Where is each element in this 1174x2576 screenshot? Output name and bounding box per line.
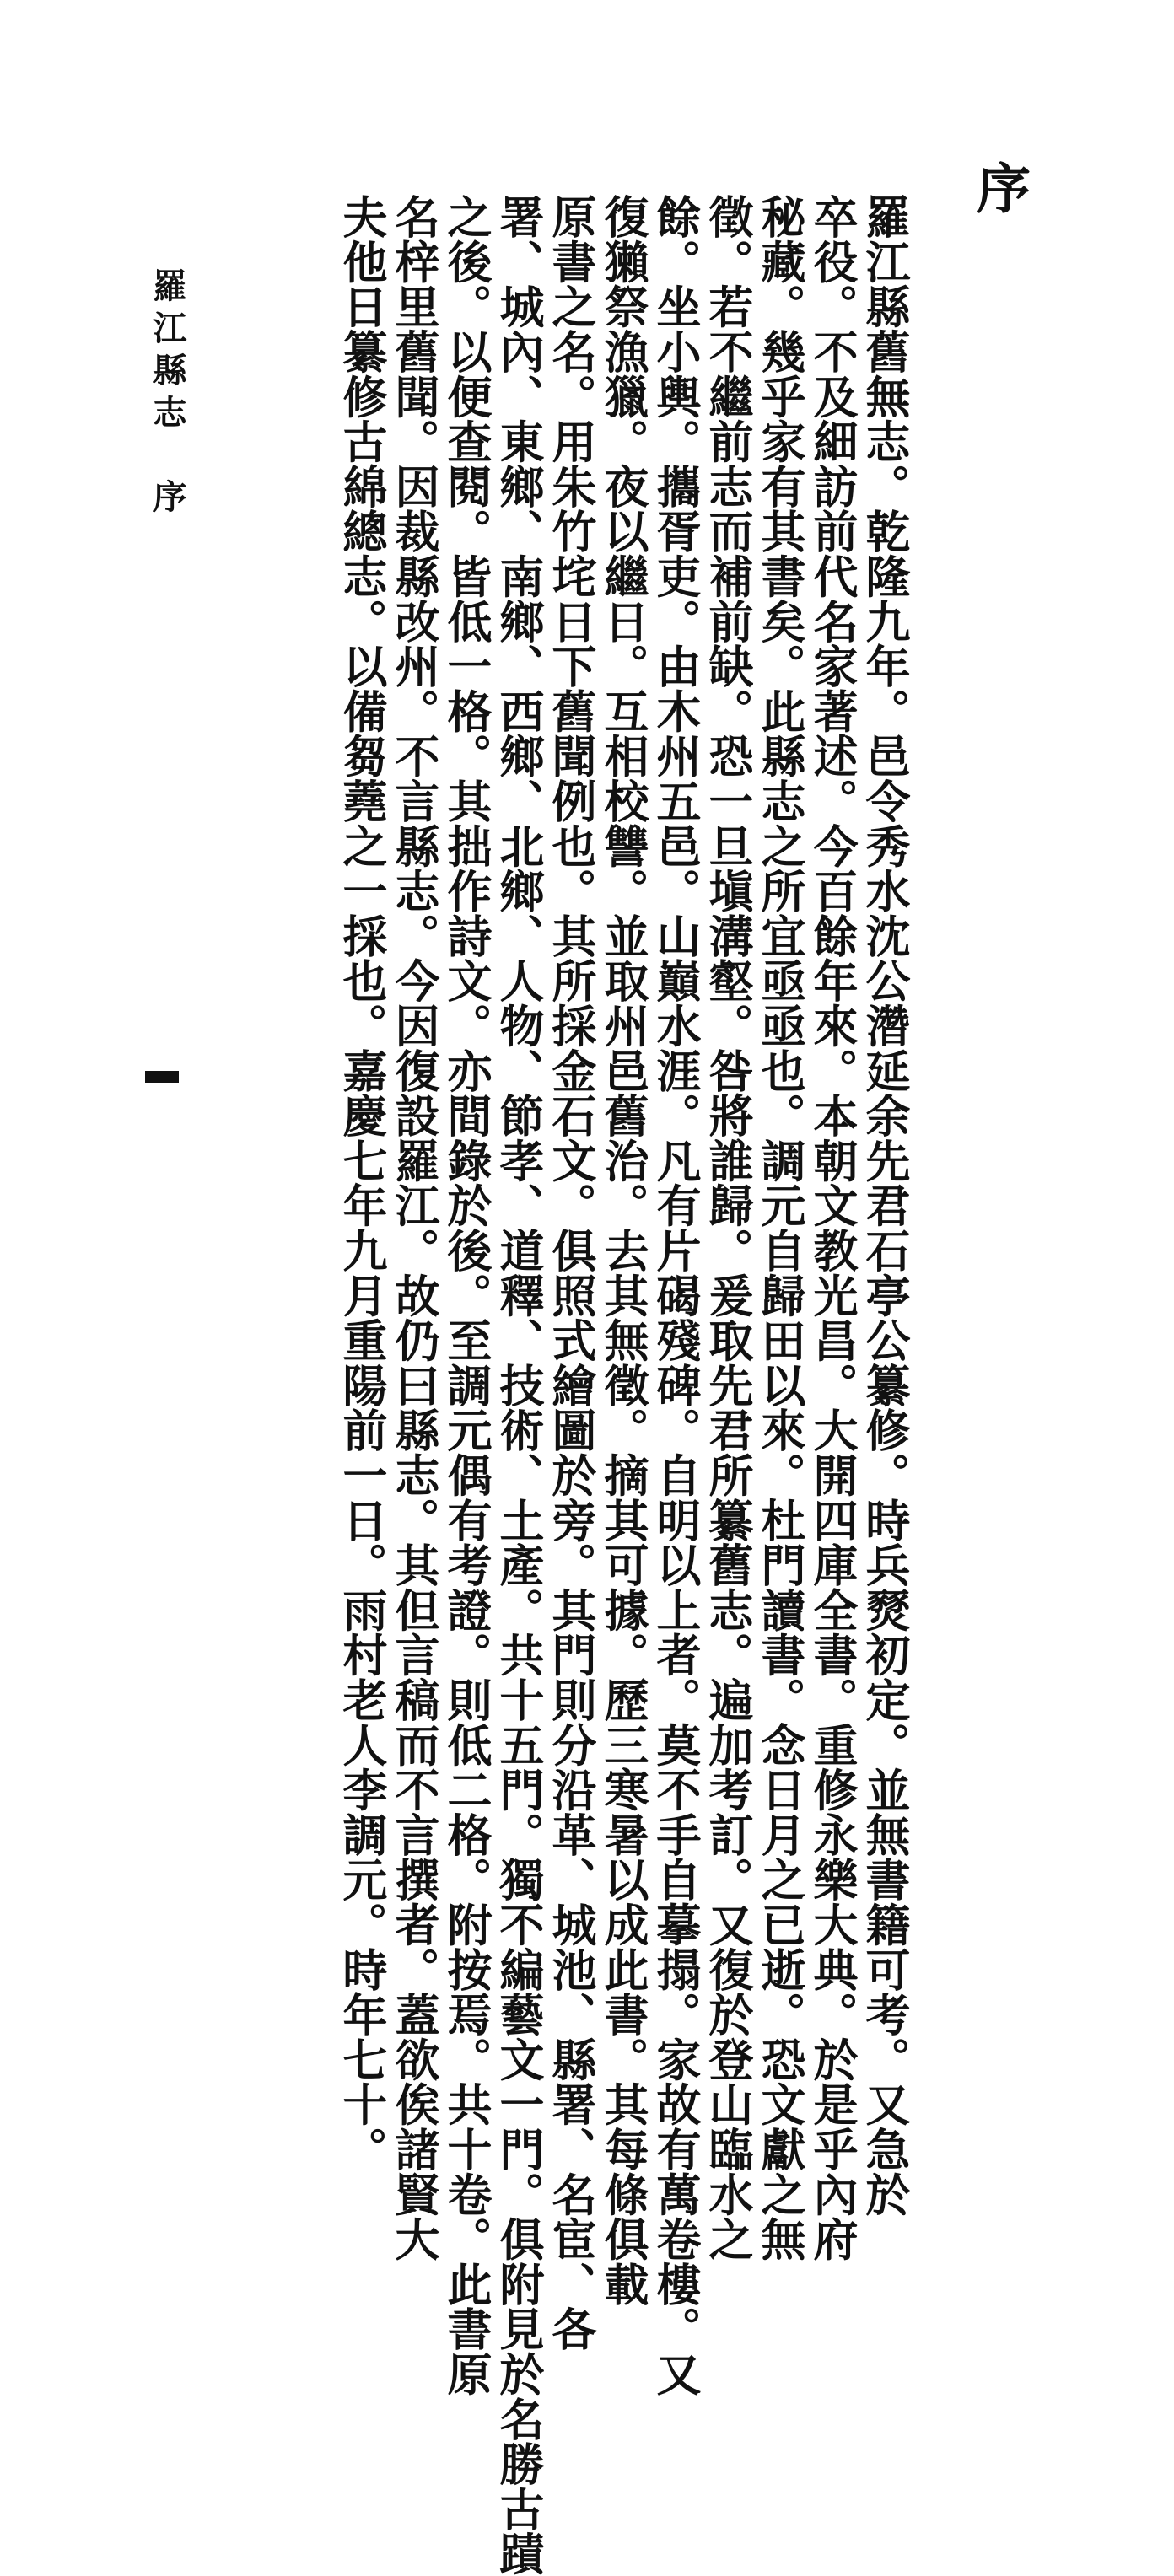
text-column-7: 原書之名。用朱竹垞日下舊聞例也。其所採金石文。俱照式繪圖於旁。其門則分沿革、城池、縣署、名宦、各 <box>545 194 597 2352</box>
text-column-5: 餘。坐小輿。攜胥吏。由木州五邑。山巔水涯。凡有片碣殘碑。自明以上者。莫不手自摹搨。家故有萬卷樓。又 <box>649 194 702 2396</box>
page-number-mark <box>145 1071 179 1083</box>
preface-body <box>336 194 911 2576</box>
text-column-2: 卒役。不及細訪前代名家著述。今百餘年來。本朝文教光昌。大開四庫全書。重修永樂大典。於是乎內府 <box>806 194 859 2261</box>
text-column-11: 夫他日纂修古綿總志。以備芻蕘之一採也。嘉慶七年九月重陽前一日。雨村老人李調元。時年七十。 <box>336 194 388 2172</box>
margin-book-title: 羅江縣志 <box>148 268 187 437</box>
text-column-1: 羅江縣舊無志。乾隆九年。邑令秀水沈公濳延余先君石亭公纂修。時兵燹初定。並無書籍可考。又急於 <box>859 194 911 2217</box>
preface-title: 序 <box>967 160 1031 214</box>
text-column-6: 復獺祭漁獵。夜以繼日。互相校讐。並取州邑舊治。去其無徵。摘其可據。歷三寒暑以成此書。其每條俱載 <box>597 194 649 2307</box>
text-column-10: 名梓里舊聞。因裁縣改州。不言縣志。今因復設羅江。故仍曰縣志。其但言稿而不言撰者。蓋欲俟諸賢大 <box>388 194 440 2261</box>
text-column-9: 之後。以便查閱。皆低一格。其拙作詩文。亦間錄於後。至調元偶有考證。則低二格。附按焉。共十卷。此書原 <box>440 194 493 2396</box>
text-column-8: 署、城內、東鄉、南鄉、西鄉、北鄉、人物、節孝、道釋、技術、土產。共十五門。獨不編藝文一門。俱附見於名勝古蹟 <box>493 194 545 2576</box>
text-column-3: 秘藏。幾乎家有其書矣。此縣志之所宜亟亟也。調元自歸田以來。杜門讀書。念日月之已逝。恐文獻之無 <box>754 194 806 2261</box>
text-column-4: 徵。若不繼前志而補前缺。恐一旦塡溝壑。咎將誰歸。爰取先君所纂舊志。遍加考訂。又復於登山臨水之 <box>702 194 754 2261</box>
margin-section-label: 序 <box>148 479 187 513</box>
